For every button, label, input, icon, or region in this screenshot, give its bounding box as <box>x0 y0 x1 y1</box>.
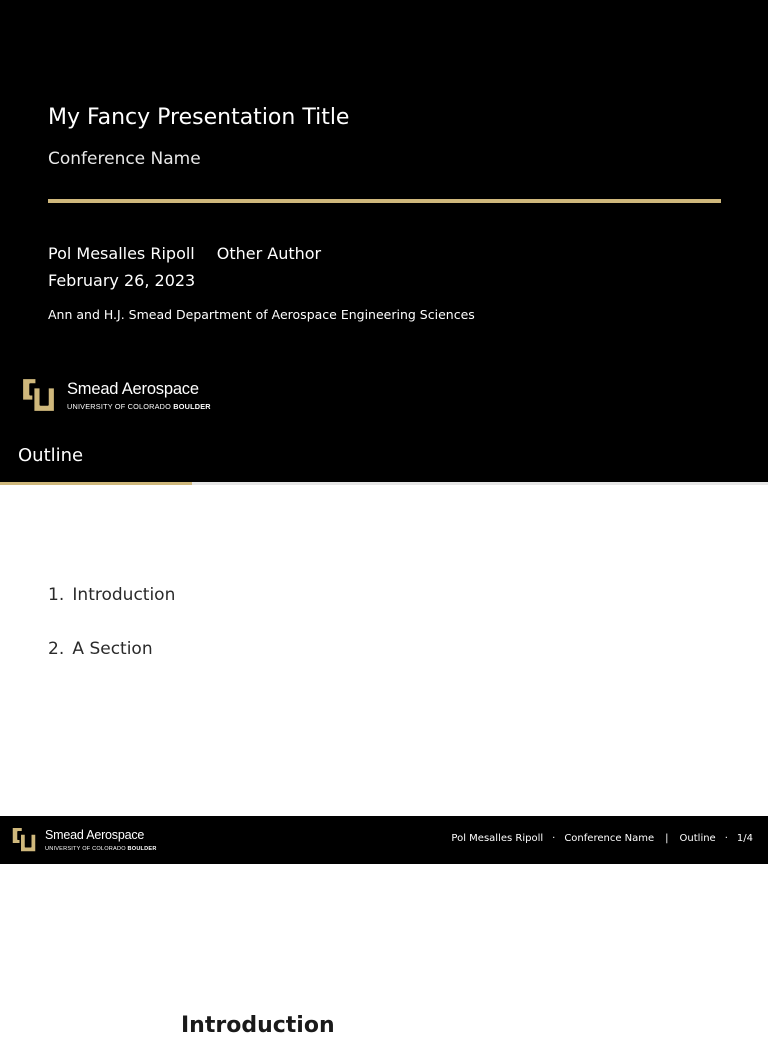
logo-text <box>67 379 211 412</box>
author-list <box>48 243 321 265</box>
author-name: Other Author <box>216 244 322 263</box>
frame-title: Outline <box>18 445 84 466</box>
footer-separator: · <box>724 833 728 844</box>
outline-list <box>48 583 175 691</box>
footer-logo <box>9 825 157 855</box>
smead-aerospace-logo <box>18 375 211 416</box>
footer-info <box>451 832 753 846</box>
footer-page-number: 1/4 <box>736 833 753 844</box>
presentation-subtitle: Conference Name <box>48 149 201 169</box>
cu-logo-icon <box>18 375 59 416</box>
title-divider <box>48 199 721 203</box>
logo-university: UNIVERSITY OF COLORADO BOULDER <box>67 402 211 411</box>
footer-conference: Conference Name <box>564 833 655 844</box>
outline-frame-header <box>0 432 768 482</box>
logo-university: UNIVERSITY OF COLORADO BOULDER <box>45 845 157 852</box>
outline-item[interactable] <box>48 637 175 691</box>
progress-bar <box>0 482 768 485</box>
next-slide-title: Introduction <box>181 1013 335 1038</box>
outline-item-label: A Section <box>72 639 153 659</box>
institute-name: Ann and H.J. Smead Department of Aerospace Engineering Sciences <box>48 307 475 322</box>
outline-item-label: Introduction <box>72 585 176 605</box>
presentation-title: My Fancy Presentation Title <box>48 105 350 130</box>
outline-item-number: 2. <box>48 639 65 659</box>
logo-brand: Smead Aerospace <box>67 380 199 398</box>
cu-logo-icon <box>9 825 39 855</box>
logo-text <box>45 828 157 853</box>
footer-section[interactable]: Outline <box>679 833 716 844</box>
slide-footer <box>0 816 768 864</box>
presentation-date: February 26, 2023 <box>48 271 196 290</box>
outline-item[interactable] <box>48 583 175 637</box>
author-name: Pol Mesalles Ripoll <box>48 244 195 263</box>
footer-separator: · <box>552 833 556 844</box>
outline-item-number: 1. <box>48 585 65 605</box>
footer-divider: | <box>665 833 669 844</box>
logo-brand: Smead Aerospace <box>45 827 145 842</box>
progress-fill <box>0 482 192 485</box>
footer-author: Pol Mesalles Ripoll <box>451 833 544 844</box>
title-slide <box>0 0 768 432</box>
